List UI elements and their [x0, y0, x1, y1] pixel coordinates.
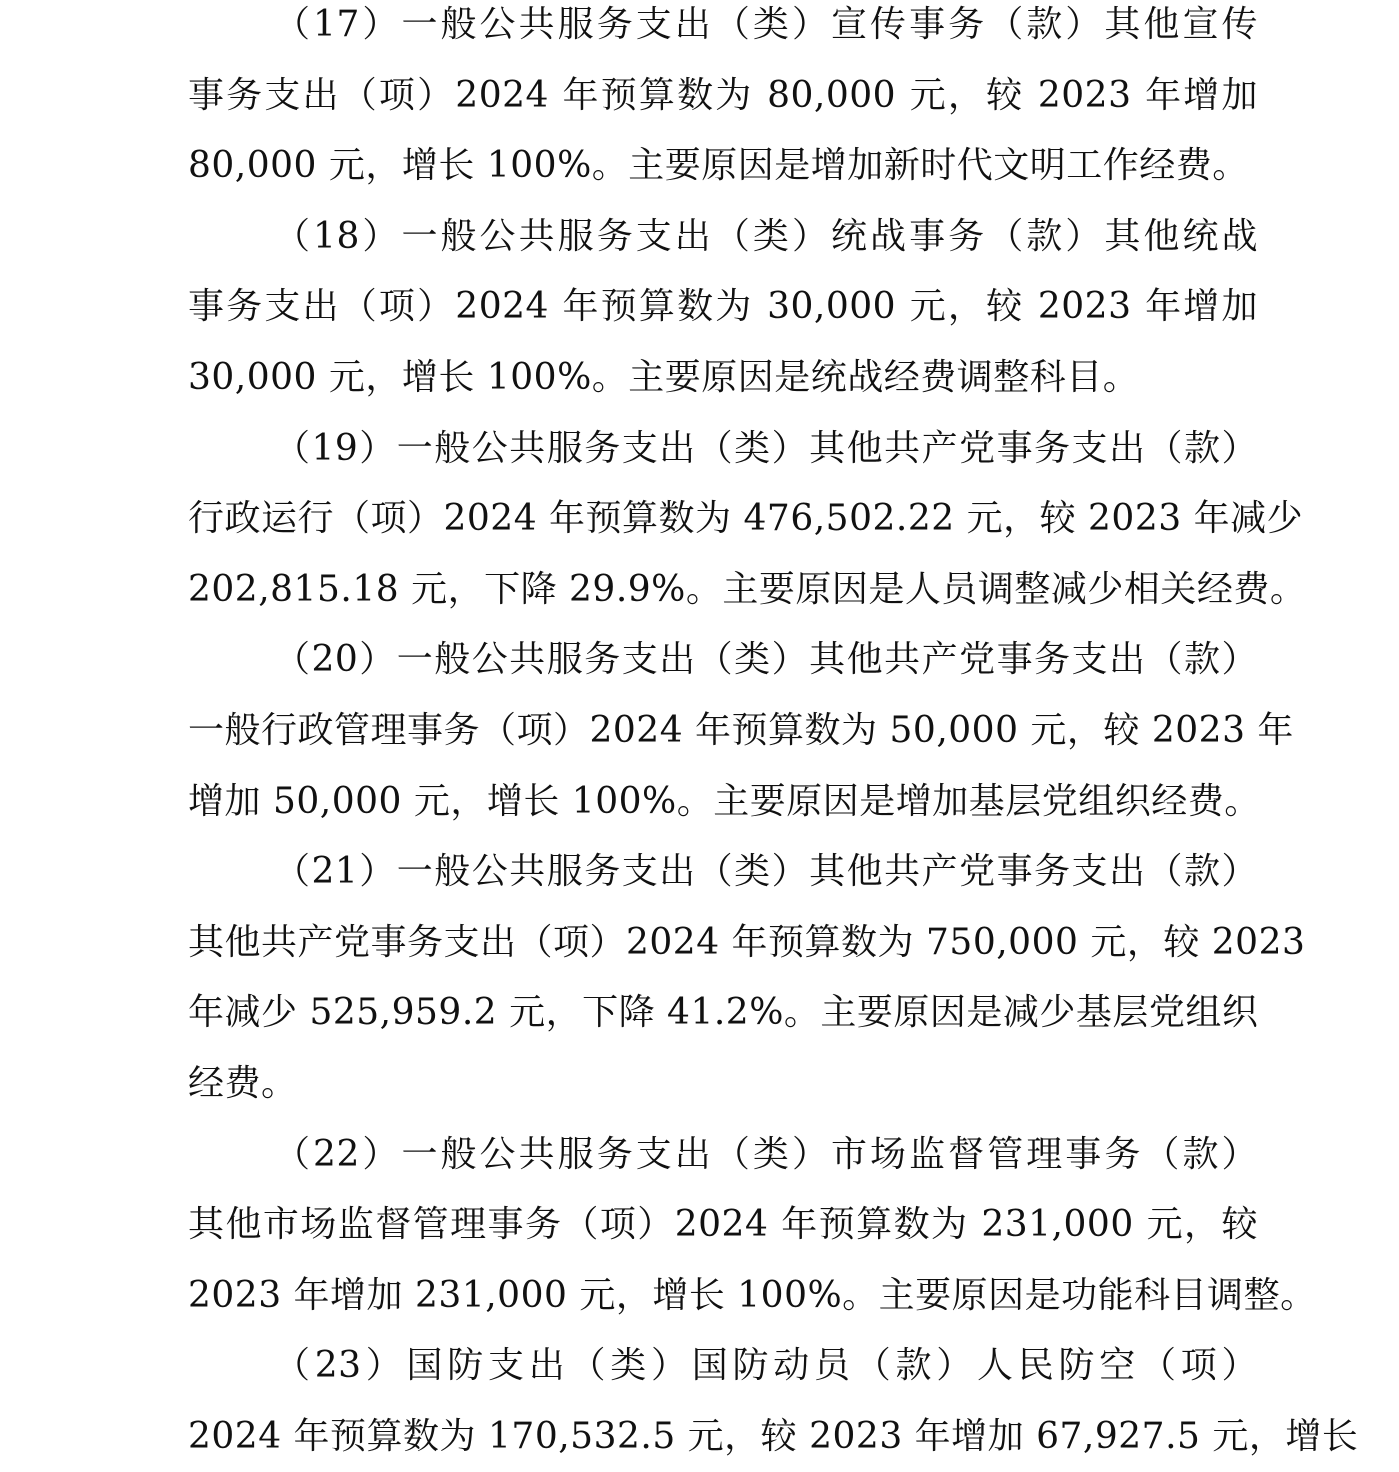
paragraph-line: 事务支出（项）2024 年预算数为 30,000 元，较 2023 年增加 [188, 286, 1258, 328]
paragraph-line: 其他市场监督管理事务（项）2024 年预算数为 231,000 元，较 [188, 1204, 1258, 1246]
paragraph-line: （21）一般公共服务支出（类）其他共产党事务支出（款） [274, 851, 1258, 893]
paragraph-line: 2023 年增加 231,000 元，增长 100%。主要原因是功能科目调整。 [188, 1274, 1317, 1316]
paragraph-line: 80,000 元，增长 100%。主要原因是增加新时代文明工作经费。 [188, 145, 1249, 187]
paragraph-line: 一般行政管理事务（项）2024 年预算数为 50,000 元，较 2023 年 [188, 709, 1294, 751]
paragraph-line: 增加 50,000 元，增长 100%。主要原因是增加基层党组织经费。 [188, 780, 1261, 822]
paragraph-line: （20）一般公共服务支出（类）其他共产党事务支出（款） [274, 639, 1258, 681]
paragraph-19 [188, 414, 1307, 626]
paragraph-line: （18）一般公共服务支出（类）统战事务（款）其他统战 [274, 215, 1258, 257]
paragraph-line: 其他共产党事务支出（项）2024 年预算数为 750,000 元，较 2023 [188, 921, 1306, 963]
paragraph-line: 2024 年预算数为 170,532.5 元，较 2023 年增加 67,927.5 元，增长 [188, 1415, 1359, 1457]
paragraph-line: 经费。 [188, 1062, 298, 1104]
paragraph-line: 202,815.18 元，下降 29.9%。主要原因是人员调整减少相关经费。 [188, 568, 1307, 610]
paragraph-line: 30,000 元，增长 100%。主要原因是统战经费调整科目。 [188, 356, 1140, 398]
document-page [188, 0, 1359, 1472]
paragraph-23 [188, 1331, 1359, 1472]
paragraph-18 [188, 202, 1258, 414]
paragraph-line: 年减少 525,959.2 元，下降 41.2%。主要原因是减少基层党组织 [188, 992, 1259, 1034]
paragraph-20 [188, 625, 1294, 837]
paragraph-line: 事务支出（项）2024 年预算数为 80,000 元，较 2023 年增加 [188, 74, 1258, 116]
paragraph-17 [188, 0, 1258, 202]
paragraph-line: （19）一般公共服务支出（类）其他共产党事务支出（款） [274, 427, 1258, 469]
paragraph-line: （22）一般公共服务支出（类）市场监督管理事务（款） [274, 1133, 1258, 1175]
paragraph-line: （23）国防支出（类）国防动员（款）人民防空（项） [274, 1345, 1258, 1387]
paragraph-21 [188, 837, 1306, 1119]
paragraph-line: 行政运行（项）2024 年预算数为 476,502.22 元，较 2023 年减少 [188, 498, 1304, 540]
paragraph-22 [188, 1120, 1317, 1332]
paragraph-line: （17）一般公共服务支出（类）宣传事务（款）其他宣传 [274, 4, 1258, 45]
